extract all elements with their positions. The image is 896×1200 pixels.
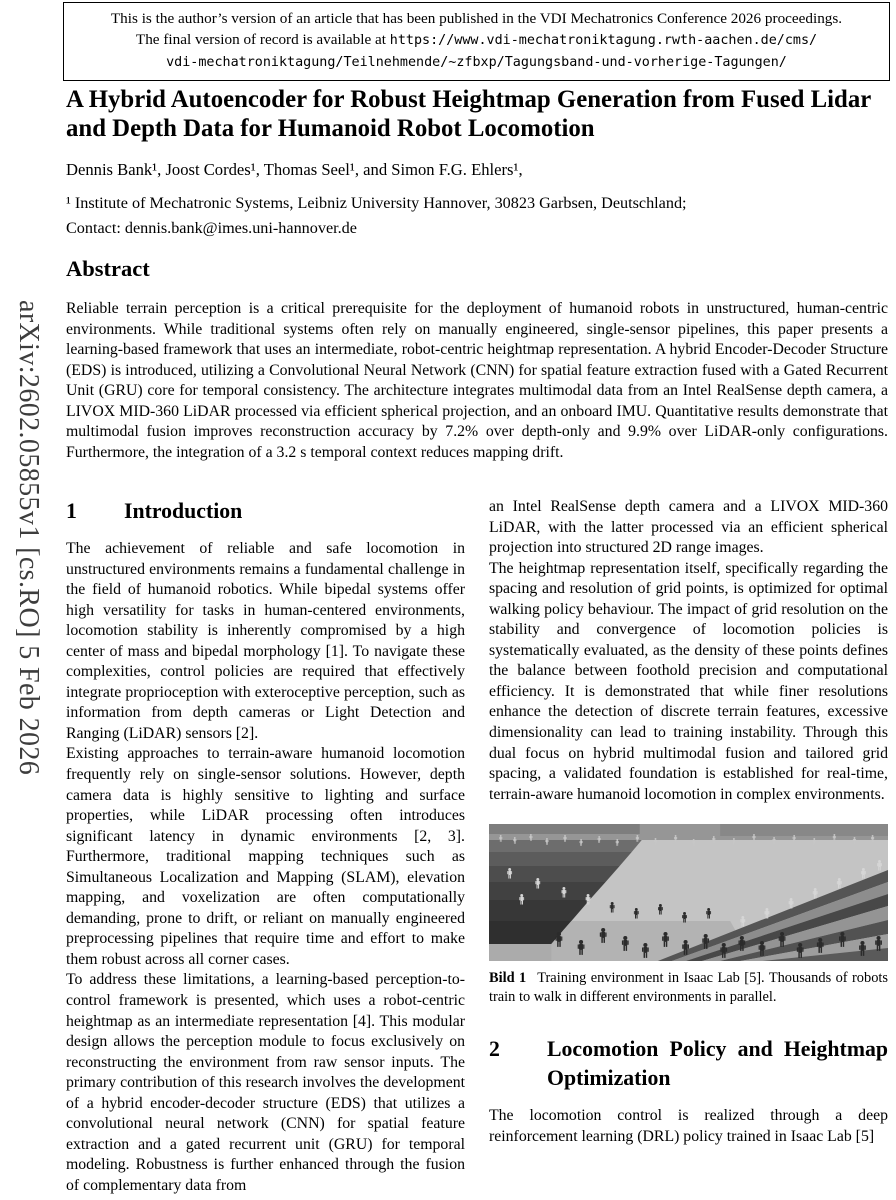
- figure-1-caption-text: Training environment in Isaac Lab [5]. Thousands of robots train to walk in different environments in parallel.: [489, 970, 888, 1005]
- publisher-notice-box: [63, 2, 890, 81]
- left-column: [66, 497, 465, 1200]
- section-2-number: 2: [489, 1037, 500, 1062]
- section-1-title: Introduction: [124, 499, 243, 523]
- notice-url-part-2[interactable]: vdi-mechatroniktagung/Teilnehmende/~zfbxp/Tagungsband-und-vorherige-Tagungen/: [166, 55, 787, 71]
- paragraph: an Intel RealSense depth camera and a LIVOX MID-360 LiDAR, with the latter processed via an efficient spherical projection into structured 2D range images.: [489, 498, 888, 557]
- figure-1: [489, 824, 888, 1006]
- paragraph: The heightmap representation itself, specifically regarding the spacing and resolution of grid points, is optimized for optimal walking policy behaviour. The impact of grid resolution on the stability and convergence of locomotion policies is systematically evaluated, as the density of these points defines the balance between foothold precision and computational efficiency. It is demonstrated that while finer resolutions enhance the detection of discrete terrain features, excessive dimensionality can lead to training instability. Through this dual focus on hybrid multimodal fusion and tailored grid spacing, a validated foundation is established for real-time, terrain-aware humanoid locomotion in complex environments.: [489, 559, 888, 803]
- section-2-title: Locomotion Policy and Heightmap Optimization: [547, 1037, 888, 1091]
- notice-line-2-text: The final version of record is available at: [135, 31, 390, 49]
- paragraph: Existing approaches to terrain-aware humanoid locomotion frequently rely on single-sensor solutions. However, depth camera data is highly sensitive to lighting and surface properties, while LiDAR processing often introduces significant latency in dynamic environments [2, 3]. Furthermore, traditional mapping techniques such as Simultaneous Localization and Mapping (SLAM), elevation mapping, and voxelization are often computationally demanding, prone to drift, or reliant on manually engineered preprocessing pipelines that require time and effort to make them robust across all corner cases.: [66, 745, 465, 968]
- right-column: [489, 497, 888, 1200]
- abstract-text: Reliable terrain perception is a critical prerequisite for the deployment of humanoid robots in unstructured, human-centric environments. While traditional systems often rely on manually engineered, single-sensor pipelines, this paper presents a learning-based framework that uses an intermediate, robot-centric heightmap representation. A hybrid Encoder-Decoder Structure (EDS) is introduced, utilizing a Convolutional Neural Network (CNN) for spatial feature extraction fused with a Gated Recurrent Unit (GRU) core for temporal consistency. The architecture integrates multimodal data from an Intel RealSense depth camera, a LIVOX MID-360 LiDAR processed via efficient spherical projection, and an onboard IMU. Quantitative results demonstrate that multimodal fusion improves reconstruction accuracy by 7.2% over depth-only and 9.9% over LiDAR-only configurations. Furthermore, the integration of a 3.2 s temporal context reduces mapping drift.: [66, 300, 888, 461]
- section-1-number: 1: [66, 499, 77, 523]
- two-column-body: [66, 497, 888, 1200]
- training-environment-image: [489, 824, 888, 961]
- contact-email[interactable]: dennis.bank@imes.uni-hannover.de: [124, 218, 357, 237]
- paragraph: The locomotion control is realized through a deep reinforcement learning (DRL) policy trained in Isaac Lab [5]: [489, 1107, 888, 1145]
- notice-line-2: [74, 29, 879, 73]
- section-1-heading: [66, 497, 465, 526]
- figure-1-caption-label: Bild 1: [489, 970, 527, 987]
- arxiv-watermark: arXiv:2602.05855v1 [cs.RO] 5 Feb 2026: [13, 300, 44, 776]
- contact-line: [66, 216, 888, 241]
- paragraph: The achievement of reliable and safe locomotion in unstructured environments remains a fundamental challenge in the field of humanoid robotics. While bipedal systems offer high versatility for tasks in human-centered environments, locomotion stability is inherently compromised by a high center of mass and bipedal morphology [1]. To navigate these complexities, control policies are required that effectively integrate proprioception with exteroceptive perception, such as information from depth cameras or Light Detection and Ranging (LiDAR) sensors [2].: [66, 540, 465, 742]
- section-2-heading: [489, 1035, 888, 1093]
- affiliation-block: [66, 191, 888, 240]
- abstract-heading: Abstract: [66, 256, 150, 281]
- authors-line: Dennis Bank¹, Joost Cordes¹, Thomas Seel¹, and Simon F.G. Ehlers¹,: [66, 160, 523, 179]
- figure-1-caption: [489, 969, 888, 1006]
- paper-title: A Hybrid Autoencoder for Robust Heightmap Generation from Fused Lidar and Depth Data for Humanoid Robot Locomotion: [66, 86, 871, 143]
- affiliation-line: ¹ Institute of Mechatronic Systems, Leibniz University Hannover, 30823 Garbsen, Deutschland;: [66, 194, 687, 212]
- notice-line-1: This is the author’s version of an article that has been published in the VDI Mechatronics Conference 2026 proceedings.: [110, 10, 843, 27]
- contact-label: Contact:: [66, 218, 125, 237]
- paragraph: To address these limitations, a learning-based perception-to-control framework is presented, which uses a robot-centric heightmap as an intermediate representation [4]. This modular design allows the perception module to focus exclusively on reconstructing the environment from raw sensor inputs. The primary contribution of this research involves the development of a hybrid encoder-decoder structure (EDS) that utilizes a convolutional neural network (CNN) for spatial feature extraction and a gated recurrent unit (GRU) for temporal modeling. Robustness is further enhanced through the fusion of complementary data from: [66, 971, 465, 1194]
- notice-url-part-1[interactable]: https://www.vdi-mechatroniktagung.rwth-aachen.de/cms/: [389, 33, 818, 49]
